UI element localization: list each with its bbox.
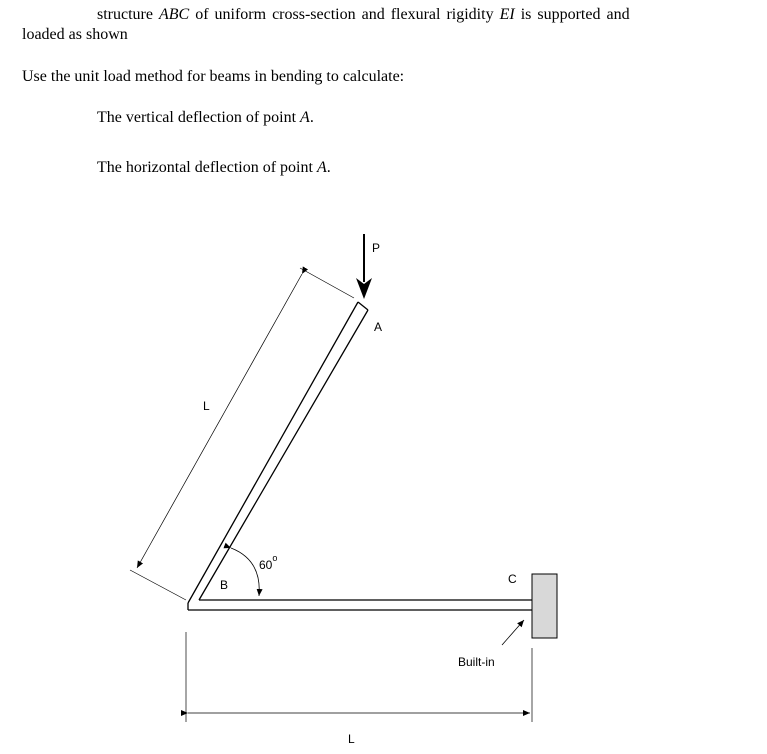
degree-symbol: o xyxy=(272,553,278,563)
intro-line-2: loaded as shown xyxy=(22,26,128,43)
member-ab xyxy=(188,302,368,603)
structure-name: ABC xyxy=(158,6,190,23)
point-b-label: B xyxy=(220,578,229,592)
load-label: P xyxy=(372,241,381,255)
built-in-label: Built-in xyxy=(458,655,495,669)
intro-line-1: structure ABC of uniform cross-section and flexural rigidity EI is supported and xyxy=(97,6,630,23)
inclined-length-dimension xyxy=(130,268,354,600)
point-a-label: A xyxy=(374,320,383,334)
question-vertical-deflection: The vertical deflection of point A. xyxy=(97,109,314,126)
point-c-label: C xyxy=(508,572,517,586)
instruction-text: Use the unit load method for beams in bending to calculate: xyxy=(22,68,405,85)
built-in-pointer xyxy=(502,620,524,645)
horizontal-length-dimension xyxy=(186,632,532,722)
load-arrow xyxy=(356,234,372,299)
member-bc xyxy=(188,600,532,610)
horizontal-length-label: L xyxy=(348,732,355,746)
angle-value: 60$^o$ xyxy=(259,553,278,572)
inclined-length-label: L xyxy=(203,399,210,413)
angle-arc xyxy=(231,548,259,596)
question-horizontal-deflection: The horizontal deflection of point A. xyxy=(97,159,331,176)
built-in-support xyxy=(532,574,557,638)
flexural-rigidity-symbol: EI xyxy=(499,6,515,23)
